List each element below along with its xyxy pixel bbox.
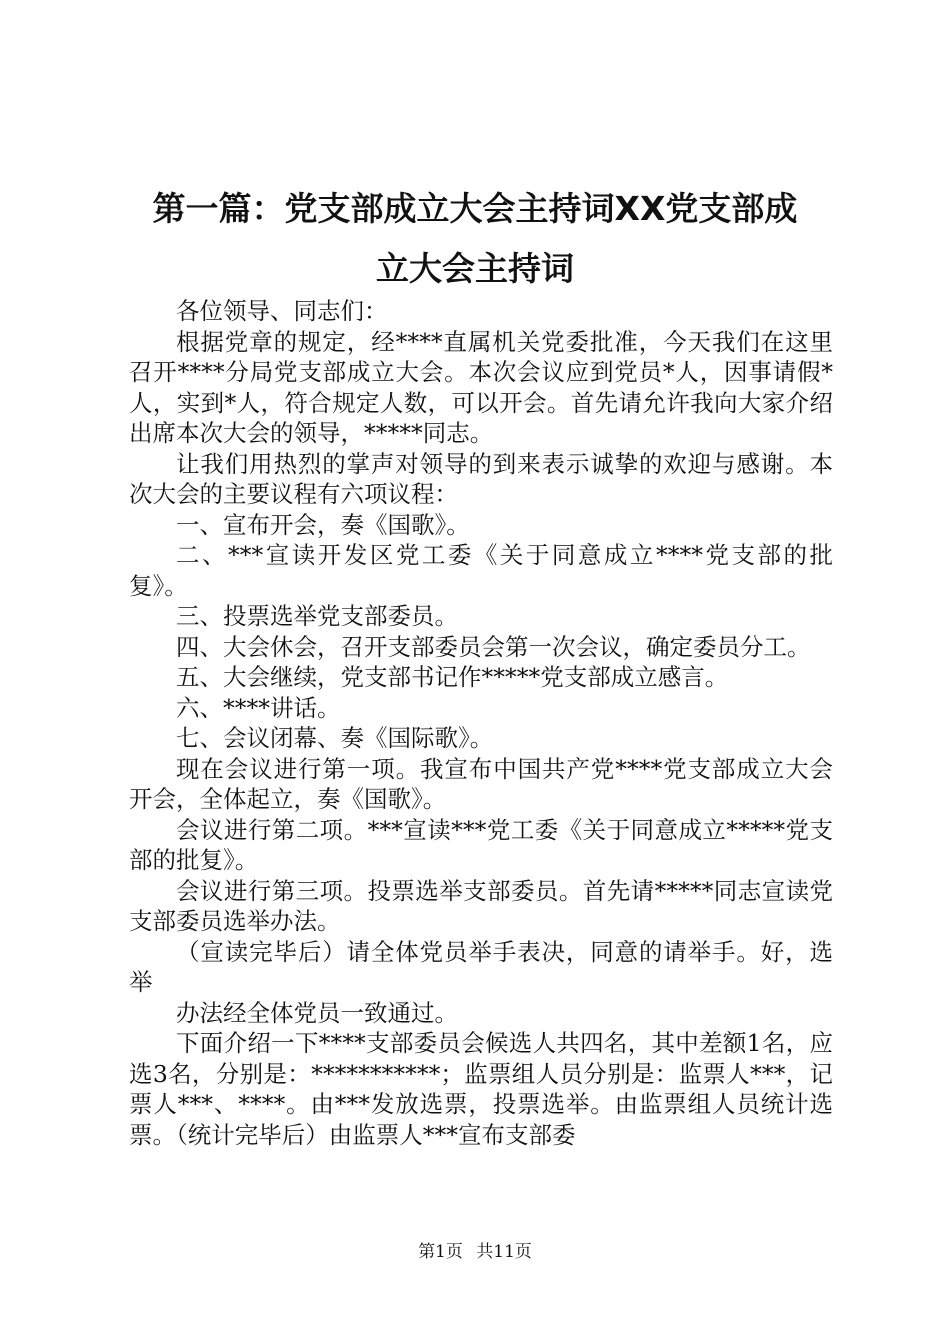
agenda-item-2: 二、***宣读开发区党工委《关于同意成立****党支部的批复》。 (129, 541, 833, 600)
paragraph: 会议进行第二项。***宣读***党工委《关于同意成立*****党支部的批复》。 (129, 815, 833, 874)
paragraph: （宣读完毕后）请全体党员举手表决，同意的请举手。好，选举 (129, 937, 833, 996)
paragraph: 让我们用热烈的掌声对领导的到来表示诚挚的欢迎与感谢。本次大会的主要议程有六项议程： (129, 449, 833, 508)
paragraph-greeting: 各位领导、同志们： (176, 297, 388, 325)
agenda-item-7: 七、会议闭幕、奏《国际歌》。 (176, 724, 494, 752)
paragraph: 办法经全体党员一致通过。 (176, 998, 458, 1027)
document-title-line-1: 第一篇：党支部成立大会主持词XX党支部成 (152, 189, 798, 228)
paragraph: 下面介绍一下****支部委员会候选人共四名，其中差额1名，应选3名，分别是：***********；监票组人员分别是：监票人***，记票人***、****。由***发放选票，投票选举。由监票组人员统计选票。（统计完毕后）由监票人***宣布支部委 (129, 1029, 833, 1149)
paragraph: 会议进行第三项。投票选举支部委员。首先请*****同志宣读党支部委员选举办法。 (129, 876, 833, 935)
paragraph: 现在会议进行第一项。我宣布中国共产党****党支部成立大会开会，全体起立，奏《国歌》。 (129, 754, 833, 813)
agenda-item-5: 五、大会继续，党支部书记作*****党支部成立感言。 (176, 663, 729, 691)
agenda-item-1: 一、宣布开会，奏《国歌》。 (176, 510, 470, 539)
agenda-item-4: 四、大会休会，召开支部委员会第一次会议，确定委员分工。 (176, 632, 811, 661)
page-footer (0, 1241, 950, 1263)
agenda-item-3: 三、投票选举党支部委员。 (176, 602, 458, 630)
page-number: 第1页 (418, 1242, 463, 1262)
document-title-line-2: 立大会主持词 (376, 249, 574, 288)
agenda-item-6: 六、****讲话。 (176, 693, 341, 722)
page-total: 共11页 (476, 1242, 532, 1262)
paragraph: 根据党章的规定，经****直属机关党委批准，今天我们在这里召开****分局党支部成立大会。本次会议应到党员*人，因事请假*人，实到*人，符合规定人数，可以开会。首先请允许我向大家介绍出席本次大会的领导，*****同志。 (129, 327, 833, 447)
document-body (129, 296, 833, 1150)
